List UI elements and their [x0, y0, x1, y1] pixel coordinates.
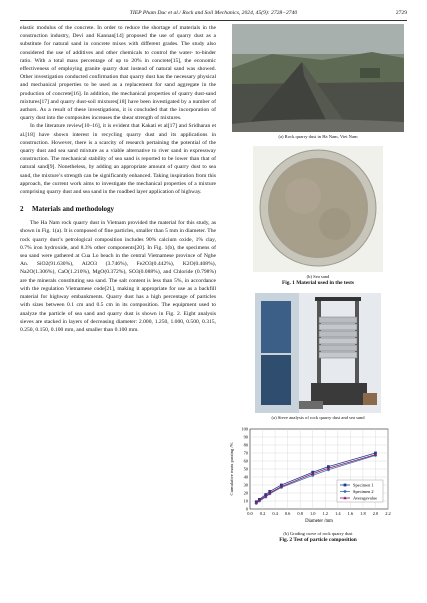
x-tick-label: 1.0 — [309, 511, 316, 516]
section-title: Materials and methodology — [32, 205, 115, 214]
fig2b-caption: (b) Grading curve of rock quarry dust — [283, 531, 353, 536]
y-tick-label: 90 — [243, 434, 248, 440]
y-tick-label: 60 — [243, 458, 248, 464]
x-tick-label: 1.8 — [360, 511, 366, 516]
journal-citation: TIEP Pham Duc et al./ Rock and Soil Mechanics, 2024, 45(9): 2728−2740 — [129, 10, 298, 16]
x-tick-label: 0.2 — [259, 511, 266, 516]
y-tick-label: 80 — [243, 442, 248, 448]
x-tick-label: 0.6 — [284, 511, 291, 516]
x-tick-label: 2.2 — [385, 511, 391, 516]
x-tick-label: 2.0 — [372, 511, 379, 516]
x-axis-label: Diameter /mm — [305, 519, 333, 524]
y-tick-label: 20 — [243, 490, 248, 496]
y-tick-label: 0 — [245, 506, 248, 512]
fig2-title: Fig. 2 Test of particle composition — [279, 537, 357, 543]
legend-marker — [344, 490, 347, 493]
x-tick-label: 1.6 — [347, 511, 354, 516]
paragraph-intro: elastic modulus of the concrete. In order to reduce the shortage of materials in the construction industry, Devi and Kannan[14] proposed the use of quarry dust as a substitute for natural sand in concrete mixes with different grades. The study also considered the use of additives and other chemicals to control the water- to-binder ratio. With a total mass percentage of up to 20% in concrete[15], the economic effectiveness of employing granite quarry dust instead of natural sand was showed. Other investigation conducted confirmation that quarry dust has the necessary physical and mechanical properties to be used as a replacement for sand aggregate in the production of concrete[16]. In addition, the mechanical properties of quarry dust-sand mixtures[17] and quarry dust-soil mixtures[18] have been investigated by a number of authors. As a result of these investigations, it is concluded that the incorporation of quarry dust into the composites increases the shear strength of mixtures. — [20, 25, 216, 122]
grading-curve-chart — [228, 425, 406, 529]
quarry-dust-photo — [232, 24, 404, 132]
quarry-dust-image — [232, 24, 404, 132]
paragraph-materials: The Ha Nam rock quarry dust in Vietnam provided the material for this study, as shown in Fig. 1(a). It is composed of fine particles, smaller than 5 mm in diameter. The rock quarry dust’s petrological composition includes 90% calcium oxide, 1% clay, 0.7% iron hydroxide, and 8.3% other components[20]. In Fig. 1(b), the specimens of sea sand were gathered at Cua Lo beach in the central Vietnamese province of Nghe An. SiO2(91.630%), Al2O3 (3.746%), Fe2O3(0.442%), K2O(0.408%), Na2O(1.306%), CaO(1.210%), MgO(0.372%), SO3(0.088%), and Chloride (0.798%) are the minerals constituting sea sand. The salt content is less than 5%, in accordance with the regulation Vietnamese code[21], making it appropriate for use as a backfill material for highway embankments. Quarry dust has a high percentage of particles with sizes between 0.1 cm and 0.5 cm in its composition. The equipment used to analyze the particle of sea sand and quarry dust is shown in Fig. 2. Eight analysis sieves are stacked in layers of decreasing diameter: 2.000, 1.250, 1.000, 0.500, 0.315, 0.250, 0.150, 0.100 mm, and smaller than 0.100 mm. — [20, 220, 216, 333]
fig1b-caption: (b) Sea sand — [306, 274, 330, 279]
x-tick-label: 0.8 — [297, 511, 303, 516]
y-tick-label: 10 — [243, 498, 248, 504]
grading-curve-svg — [228, 425, 406, 529]
y-tick-label: 40 — [243, 474, 248, 480]
y-tick-label: 50 — [243, 466, 248, 472]
page-number: 2729 — [395, 10, 407, 16]
x-tick-label: 0.4 — [272, 511, 278, 516]
y-axis-label: Cumulative mass passing /% — [229, 442, 234, 496]
legend-marker — [344, 484, 347, 487]
fig1a-caption: (a) Rock quarry dust in Ha Nam, Viet Nam — [278, 134, 358, 139]
legend-label: Specimen 2 — [353, 489, 374, 495]
right-figure-column — [228, 24, 408, 544]
fig1-title: Fig. 1 Material used in the tests — [281, 280, 354, 286]
section-heading — [20, 205, 216, 214]
y-tick-label: 100 — [241, 426, 248, 432]
x-tick-label: 1.4 — [335, 511, 341, 516]
section-number: 2 — [20, 205, 24, 214]
sieve-shaker-photo — [255, 293, 381, 413]
sieve-shaker-image — [255, 293, 381, 413]
paragraph-literature: In the literature review[10–16], it is evident that Kakati et al[17] and Sridharan et al.[18] have shown interest in recycling quarry dust and its applications in construction. However, there is a scarcity of research pertaining the potential of the quarry dust and sea sand mixture as a viable alternative to river sand in expressway construction. The mechanical stability of sea sand is reported to be lower than that of natural sand[9]. Nonetheless, by adding an appropriate amount of quarry dust to sea sand, the mixture’s strength can be significantly enhanced. Taking inspiration from this approach, the current work aims to investigate the mechanical properties of a mixture comprising quarry dust and sea sand in the roadbed layer application of highway. — [20, 123, 216, 196]
sea-sand-photo — [253, 146, 383, 272]
legend-label: Averagevalue — [353, 495, 378, 501]
sea-sand-image — [253, 146, 383, 272]
legend-label: Specimen 1 — [353, 482, 374, 488]
left-text-column — [20, 24, 216, 334]
fig2a-caption: (a) Sieve analysis of rock quarry dust and sea sand — [271, 415, 365, 420]
x-tick-label: 0.0 — [247, 511, 253, 516]
y-tick-label: 70 — [243, 450, 248, 456]
running-header — [20, 8, 407, 21]
x-tick-label: 1.2 — [322, 511, 329, 516]
y-tick-label: 30 — [243, 482, 248, 488]
